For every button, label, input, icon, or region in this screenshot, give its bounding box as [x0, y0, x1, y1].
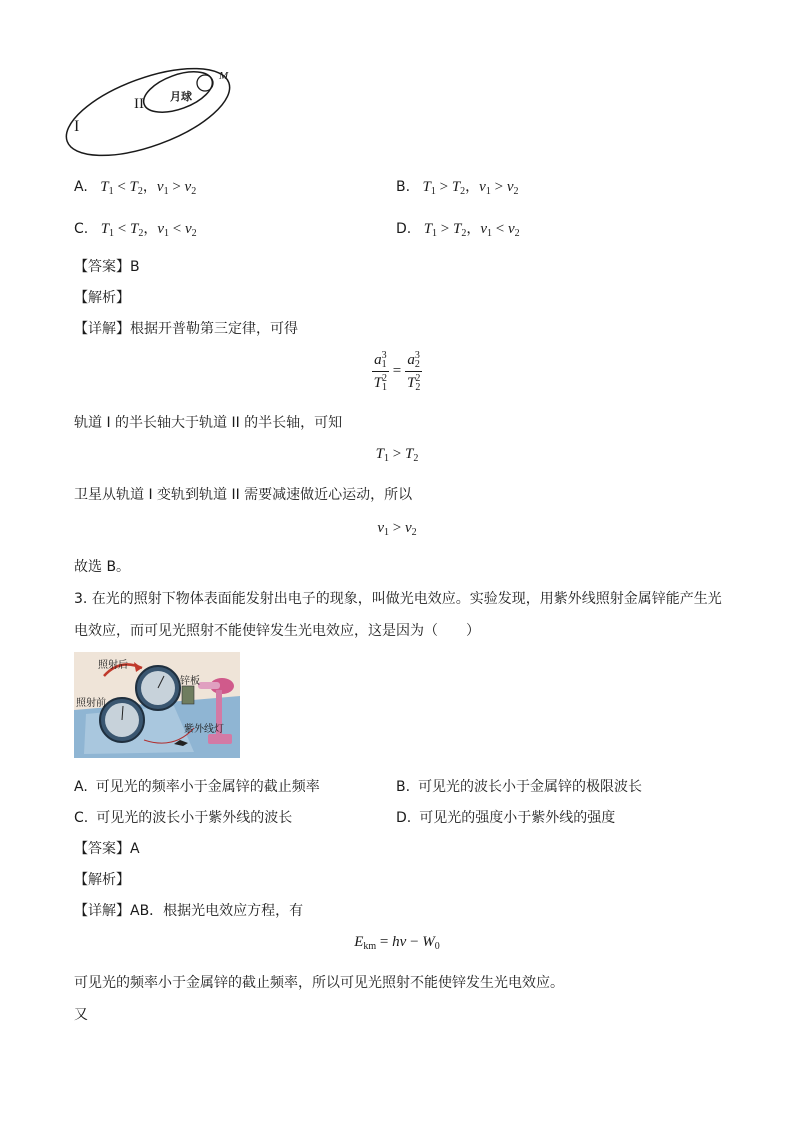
q3-option-c[interactable]: C. 可见光的波长小于紫外线的波长	[74, 810, 293, 826]
q2-option-b[interactable]: B. $T_1 > T_2$，$v_1 > v_2$	[396, 179, 519, 197]
label-after: 照射后	[98, 660, 128, 671]
point-m-label: M	[219, 70, 229, 82]
q3-line3: 又	[74, 1007, 88, 1023]
q3-stem-line2: 电效应，而可见光照射不能使锌发生光电效应，这是因为（ ）	[74, 623, 480, 639]
photoelectric-equation: $E_{km} = h\nu - W_0$	[354, 934, 440, 952]
speed-relation: $v_1 > v_2$	[377, 520, 417, 538]
q3-answer: 【答案】A	[74, 841, 140, 857]
label-zinc-plate: 锌板	[180, 676, 200, 687]
q2-option-d[interactable]: D. $T_1 > T_2$，$v_1 < v_2$	[396, 221, 520, 239]
q3-stem-line1: 3. 在光的照射下物体表面能发射出电子的现象，叫做光电效应。实验发现，用紫外线照射金属锌能产生光	[74, 591, 722, 607]
q3-option-a[interactable]: A. 可见光的频率小于金属锌的截止频率	[74, 779, 320, 795]
q2-option-a[interactable]: A. $T_1 < T_2$，$v_1 > v_2$	[74, 179, 197, 197]
orbit-i-label: I	[74, 118, 80, 135]
moon-label: 月球	[170, 90, 192, 103]
q2-conclusion: 故选 B。	[74, 559, 131, 575]
label-before: 照射前	[76, 698, 106, 709]
q3-option-d[interactable]: D. 可见光的强度小于紫外线的强度	[396, 810, 616, 826]
q2-analysis-tag: 【解析】	[74, 290, 130, 306]
orbit-ii-label: II	[134, 96, 144, 112]
q2-detail: 【详解】根据开普勒第三定律，可得	[74, 321, 298, 337]
orbit-diagram	[60, 60, 240, 165]
q3-detail: 【详解】AB．根据光电效应方程，有	[74, 903, 304, 919]
point-m-marker	[197, 75, 213, 91]
photoelectric-photo	[74, 652, 240, 758]
q2-line3: 卫星从轨道 I 变轨到轨道 II 需要减速做近心运动，所以	[74, 487, 413, 503]
orbit-i	[60, 60, 240, 165]
period-relation: $T_1 > T_2$	[375, 446, 419, 464]
q3-analysis-tag: 【解析】	[74, 872, 130, 888]
q3-option-b[interactable]: B. 可见光的波长小于金属锌的极限波长	[396, 779, 643, 795]
q3-line2: 可见光的频率小于金属锌的截止频率，所以可见光照射不能使锌发生光电效应。	[74, 975, 564, 991]
kepler-formula: $\frac{a_1^3}{T_1^2}$ = $\frac{a_2^3}{T_2^2}$	[373, 350, 421, 393]
label-uv-lamp: 紫外线灯	[184, 724, 224, 735]
q2-option-c[interactable]: C. $T_1 < T_2$，$v_1 < v_2$	[74, 221, 197, 239]
q2-answer: 【答案】B	[74, 259, 140, 275]
q2-line2: 轨道 I 的半长轴大于轨道 II 的半长轴，可知	[74, 415, 343, 431]
